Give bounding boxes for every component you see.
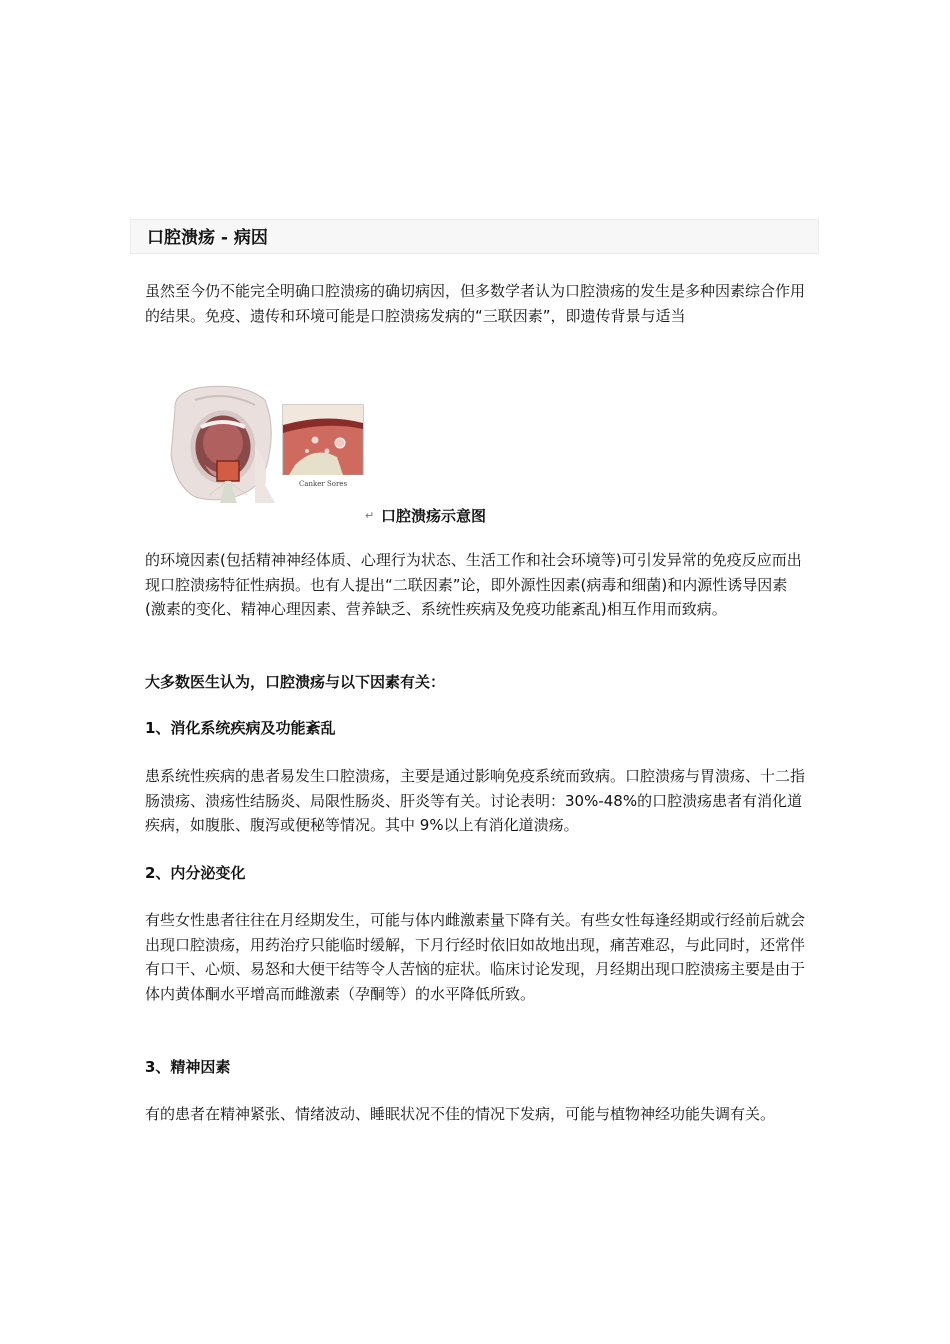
factor-3-heading: 3、精神因素 bbox=[145, 1058, 231, 1076]
factor-1-text: 患系统性疾病的患者易发生口腔溃疡，主要是通过影响免疫系统而致病。口腔溃疡与胃溃疡、十二指肠溃疡、溃疡性结肠炎、局限性肠炎、肝炎等有关。讨论表明：30%-48%的口腔溃疡患者有消化道疾病，如腹胀、腹泻或便秘等情况。其中 9%以上有消化道溃疡。 bbox=[145, 767, 806, 834]
figure-caption: 口腔溃疡示意图 bbox=[381, 507, 487, 525]
factors-lead: 大多数医生认为，口腔溃疡与以下因素有关： bbox=[145, 673, 446, 691]
inset-label: Canker Sores bbox=[298, 480, 348, 488]
mouth-ulcer-illustration bbox=[165, 385, 365, 505]
figure-caption-row bbox=[365, 505, 486, 527]
image-placeholder-icon: ↵ bbox=[365, 509, 375, 522]
section-title: 口腔溃疡 - 病因 bbox=[147, 228, 268, 248]
factor-3-text: 有的患者在精神紧张、情绪波动、睡眠状况不佳的情况下发病，可能与植物神经功能失调有关。 bbox=[145, 1105, 776, 1123]
factor-1-heading: 1、消化系统疾病及功能紊乱 bbox=[145, 719, 336, 737]
section-header bbox=[130, 219, 819, 254]
factor-2-heading: 2、内分泌变化 bbox=[145, 864, 246, 882]
factor-2-text: 有些女性患者往往在月经期发生，可能与体内雌激素量下降有关。有些女性每逢经期或行经前后就会出现口腔溃疡，用药治疗只能临时缓解，下月行经时依旧如故地出现，痛苦难忍，与此同时，还常伴有口干、心烦、易怒和大便干结等令人苦恼的症状。临床讨论发现，月经期出现口腔溃疡主要是由于体内黄体酮水平增高而雌激素（孕酮等）的水平降低所致。 bbox=[145, 911, 806, 1003]
intro-paragraph: 虽然至今仍不能完全明确口腔溃疡的确切病因，但多数学者认为口腔溃疡的发生是多种因素综合作用的结果。免疫、遗传和环境可能是口腔溃疡发病的“三联因素”，即遗传背景与适当 bbox=[145, 282, 806, 325]
environment-paragraph: 的环境因素(包括精神神经体质、心理行为状态、生活工作和社会环境等)可引发异常的免疫反应而出现口腔溃疡特征性病损。也有人提出“二联因素”论，即外源性因素(病毒和细菌)和内源性诱导因素(激素的变化、精神心理因素、营养缺乏、系统性疾病及免疫功能紊乱)相互作用而致病。 bbox=[145, 551, 802, 618]
